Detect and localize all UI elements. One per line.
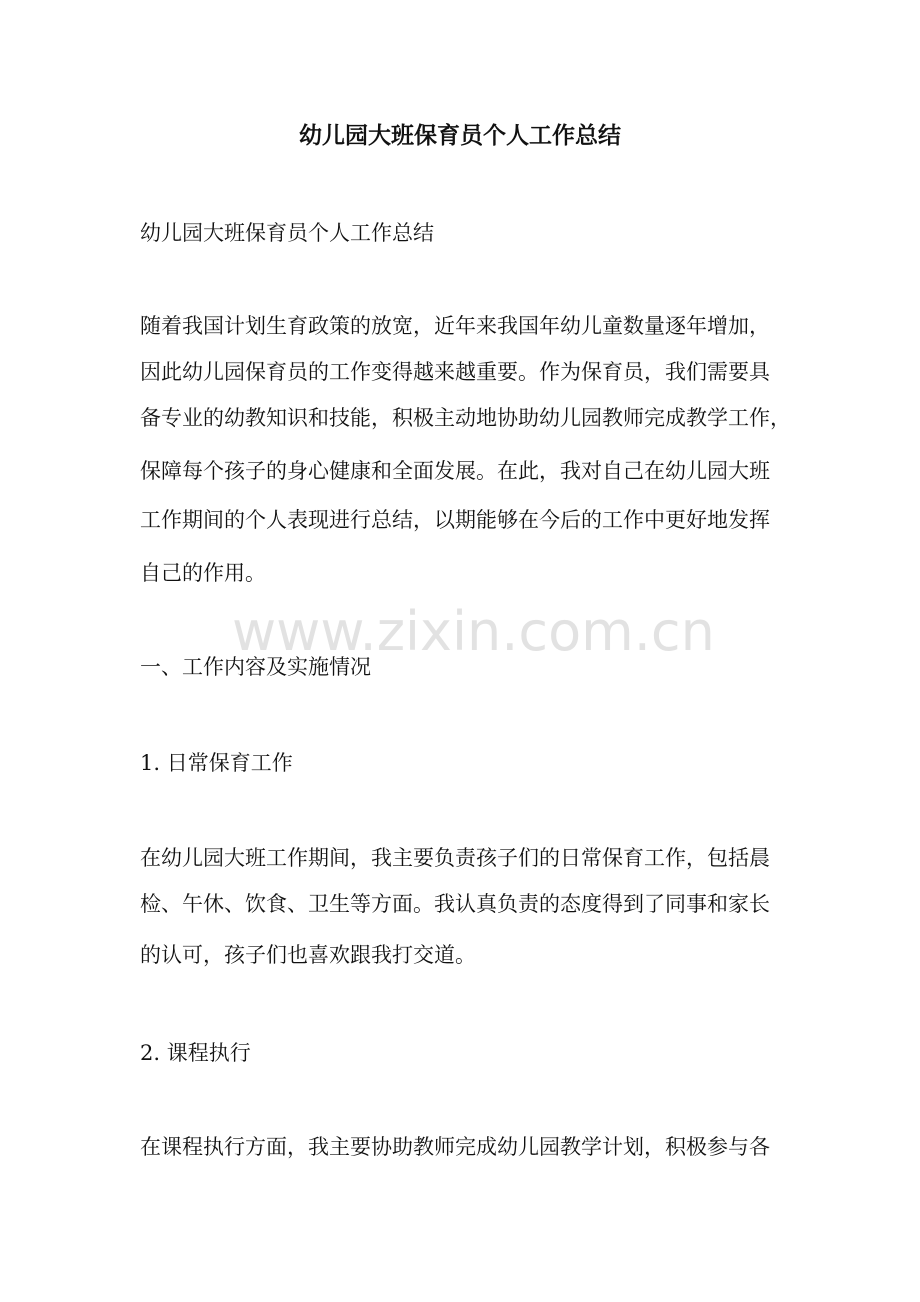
subsection-heading: 1. 日常保育工作 (140, 751, 293, 775)
section-heading: 一、工作内容及实施情况 (140, 655, 371, 679)
body-line: 的认可，孩子们也喜欢跟我打交道。 (140, 943, 476, 967)
intro-line: 工作期间的个人表现进行总结，以期能够在今后的工作中更好地发挥 (140, 508, 770, 532)
body-line: 检、午休、饮食、卫生等方面。我认真负责的态度得到了同事和家长 (140, 892, 770, 916)
document-subtitle: 幼儿园大班保育员个人工作总结 (140, 221, 434, 245)
watermark: www.zixin.com.cn (232, 600, 715, 663)
intro-line: 保障每个孩子的身心健康和全面发展。在此，我对自己在幼儿园大班 (140, 459, 770, 483)
subsection-heading: 2. 课程执行 (140, 1041, 251, 1065)
intro-line: 备专业的幼教知识和技能，积极主动地协助幼儿园教师完成教学工作， (140, 406, 791, 430)
intro-line: 随着我国计划生育政策的放宽，近年来我国年幼儿童数量逐年增加， (140, 314, 770, 338)
intro-line: 自己的作用。 (140, 561, 266, 585)
document-title: 幼儿园大班保育员个人工作总结 (299, 122, 621, 149)
body-line: 在幼儿园大班工作期间，我主要负责孩子们的日常保育工作，包括晨 (140, 846, 770, 870)
body-line: 在课程执行方面，我主要协助教师完成幼儿园教学计划，积极参与各 (140, 1135, 770, 1159)
intro-line: 因此幼儿园保育员的工作变得越来越重要。作为保育员，我们需要具 (140, 360, 770, 384)
